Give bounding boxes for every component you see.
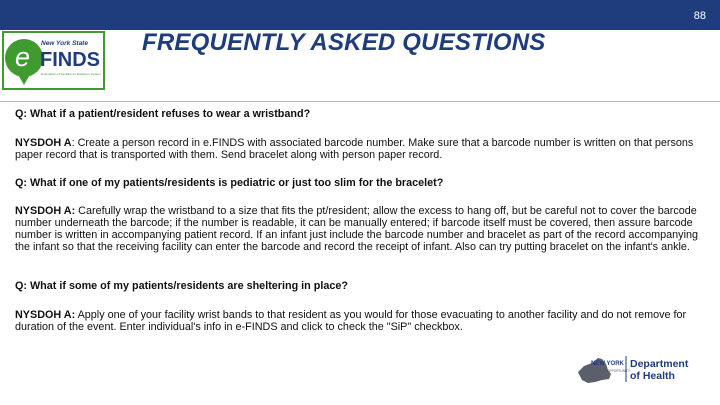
faq-answer-3 (15, 309, 710, 333)
faq-answer-1 (15, 137, 710, 161)
page-title: FREQUENTLY ASKED QUESTIONS (142, 29, 546, 56)
faq-question-3 (15, 280, 710, 292)
faq-answer-2 (15, 205, 710, 253)
efinds-logo-state: New York State (41, 40, 88, 47)
department-label: Department (630, 358, 689, 370)
faq-question-2 (15, 177, 710, 189)
nys-department-of-health-logo (576, 350, 696, 388)
page-number: 88 (693, 10, 706, 22)
faq-answer-1-text: : Create a person record in e.FINDS with associated barcode number. Make sure that a barcode number is written on that persons paper record that is transported with them. Send bracelet along with person paper record. (15, 137, 694, 161)
efinds-logo-letter: e (15, 42, 31, 72)
nys-state-name: NEW YORK (591, 361, 624, 367)
nys-state-tagline: STATE OF OPPORTUNITY. (591, 369, 631, 373)
faq-answer-1-lead: NYSDOH A (15, 137, 72, 149)
efinds-logo-name: FINDS (40, 49, 100, 71)
efinds-logo-pin (16, 71, 32, 85)
header-divider (0, 101, 720, 102)
faq-answer-3-lead: NYSDOH A: (15, 309, 76, 321)
faq-answer-3-text: Apply one of your facility wrist bands to that resident as you would for those evacuating to another facility and do not remove for duration of the event. Enter individual's info in e-FINDS and click to check the "SiP" checkbox. (15, 309, 687, 333)
faq-question-2-text: Q: What if one of my patients/residents is pediatric or just too slim for the bracelet? (15, 177, 444, 189)
header-bar (0, 0, 720, 30)
faq-answer-2-lead: NYSDOH A: (15, 205, 76, 217)
faq-question-1-text: Q: What if a patient/resident refuses to wear a wristband? (15, 108, 311, 120)
health-label: of Health (630, 370, 675, 382)
faq-question-1 (15, 108, 710, 120)
faq-question-3-text: Q: What if some of my patients/residents are sheltering in place? (15, 280, 348, 292)
efinds-logo (2, 31, 105, 90)
faq-answer-2-text: Carefully wrap the wristband to a size that fits the pt/resident; allow the excess to hang off, but be careful not to cover the barcode number underneath the barcode; if the number is readable, it can be manually entered; if barcode itself must be covered, then assure barcode number is written in accompanying patient record. If an infant just include the barcode number and bracelet as part of the record accompanying the infant so that the receiving facility can enter the barcode and record the receipt of infant. Also can try putting bracelet on the infant's ankle. (15, 205, 698, 253)
efinds-logo-tagline: Evacuation of Facilities in Disasters System (41, 72, 101, 76)
